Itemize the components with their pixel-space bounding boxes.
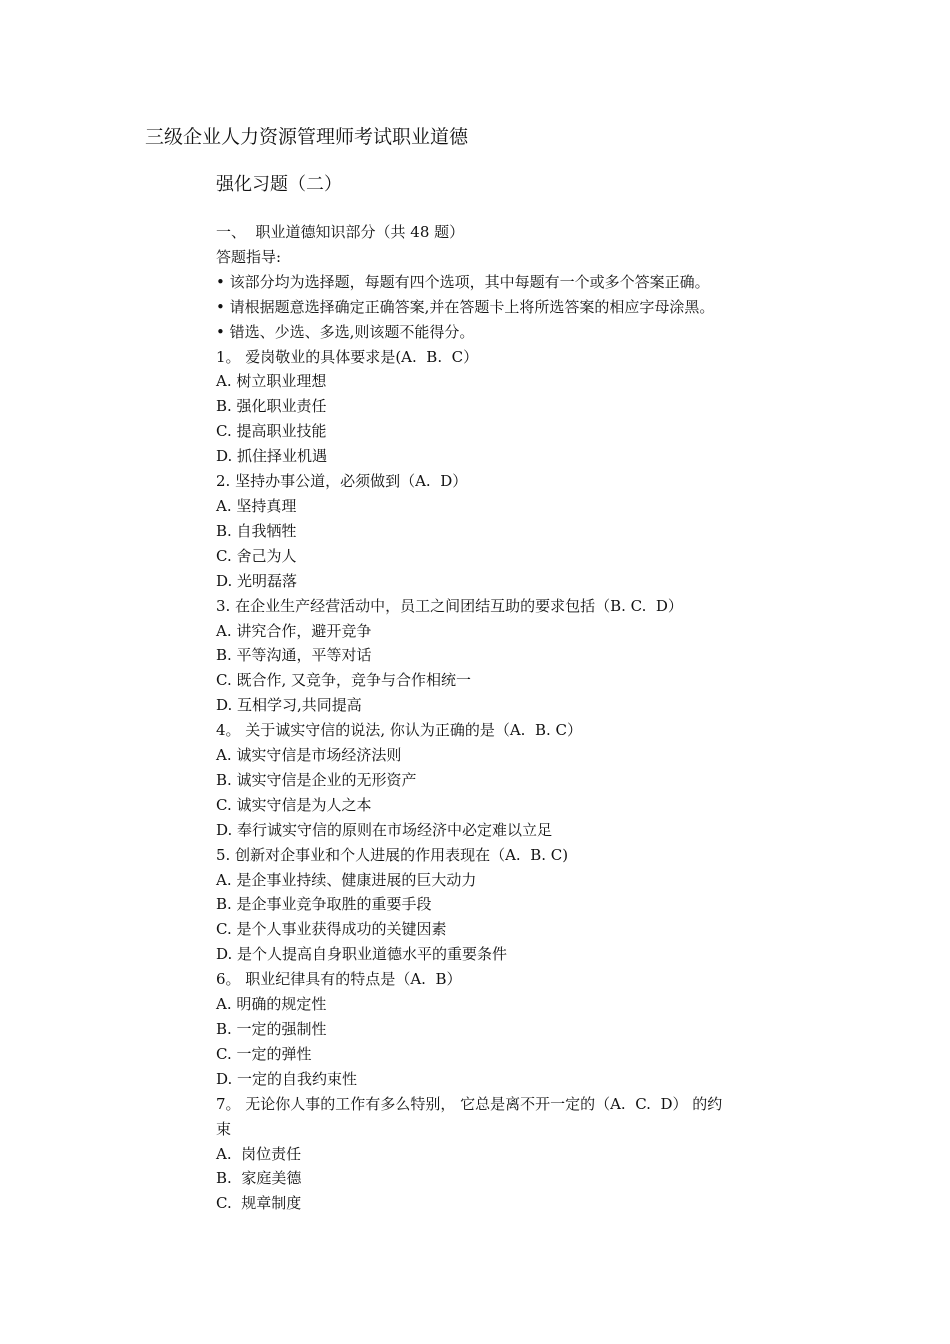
text-line: C. 提高职业技能 <box>216 422 327 441</box>
text-line: D. 抓住择业机遇 <box>216 447 328 466</box>
text-line: A. 岗位责任 <box>216 1144 302 1163</box>
text-line: C. 舍己为人 <box>216 546 297 565</box>
text-line: 3. 在企业生产经营活动中，员工之间团结互助的要求包括（B. C. D） <box>216 596 683 615</box>
text-line: D. 是个人提高自身职业道德水平的重要条件 <box>216 945 508 964</box>
text-line: C. 诚实守信是为人之本 <box>216 795 372 814</box>
text-line: C. 是个人事业获得成功的关键因素 <box>216 920 447 939</box>
text-line: 一、 职业道德知识部分（共 48 题） <box>216 223 465 241</box>
text-line: 2. 坚持办事公道，必须做到（A. D） <box>216 472 468 491</box>
text-line: A. 树立职业理想 <box>216 372 327 391</box>
text-line: 5. 创新对企事业和个人进展的作用表现在（A. B. C) <box>216 845 569 864</box>
text-line: A. 明确的规定性 <box>216 995 327 1014</box>
text-line: B. 平等沟通，平等对话 <box>216 646 372 665</box>
text-line: • 请根据题意选择确定正确答案,并在答题卡上将所选答案的相应字母涂黑。 <box>216 297 715 316</box>
text-line: B. 诚实守信是企业的无形资产 <box>216 770 417 789</box>
text-line: C. 规章制度 <box>216 1194 302 1213</box>
text-line: D. 光明磊落 <box>216 571 298 590</box>
text-line: A. 诚实守信是市场经济法则 <box>216 746 402 765</box>
document-body <box>216 220 796 1216</box>
text-line: D. 互相学习,共同提高 <box>216 696 362 715</box>
text-line: 7。 无论你人事的工作有多么特别， 它总是离不开一定的（A. C. D） 的约 <box>216 1094 723 1113</box>
text-line: C. 一定的弹性 <box>216 1044 312 1063</box>
text-line: • 错选、少选、多选,则该题不能得分。 <box>216 322 475 341</box>
text-line: D. 奉行诚实守信的原则在市场经济中必定难以立足 <box>216 820 553 839</box>
text-line: B. 强化职业责任 <box>216 397 327 416</box>
text-line: A. 坚持真理 <box>216 496 297 515</box>
text-line: • 该部分均为选择题，每题有四个选项，其中每题有一个或多个答案正确。 <box>216 272 710 291</box>
text-line: C. 既合作, 又竞争，竞争与合作相统一 <box>216 671 472 690</box>
text-line: 束 <box>216 1119 232 1138</box>
document-subtitle: 强化习题（二） <box>216 174 342 195</box>
text-line: 4。 关于诚实守信的说法, 你认为正确的是（A. B. C） <box>216 721 583 740</box>
text-line: B. 一定的强制性 <box>216 1020 327 1038</box>
text-line: D. 一定的自我约束性 <box>216 1069 358 1088</box>
text-line: 6。 职业纪律具有的特点是（A. B） <box>216 970 462 989</box>
text-line: B. 家庭美德 <box>216 1169 302 1188</box>
document-title: 三级企业人力资源管理师考试职业道德 <box>145 126 469 148</box>
text-line: A. 讲究合作，避开竞争 <box>216 621 372 640</box>
text-line: B. 自我牺牲 <box>216 521 297 540</box>
text-line: 答题指导: <box>216 247 282 266</box>
text-line: B. 是企事业竞争取胜的重要手段 <box>216 895 432 914</box>
text-line: 1。 爱岗敬业的具体要求是(A. B. C） <box>216 347 479 366</box>
text-line: A. 是企事业持续、健康进展的巨大动力 <box>216 870 477 889</box>
